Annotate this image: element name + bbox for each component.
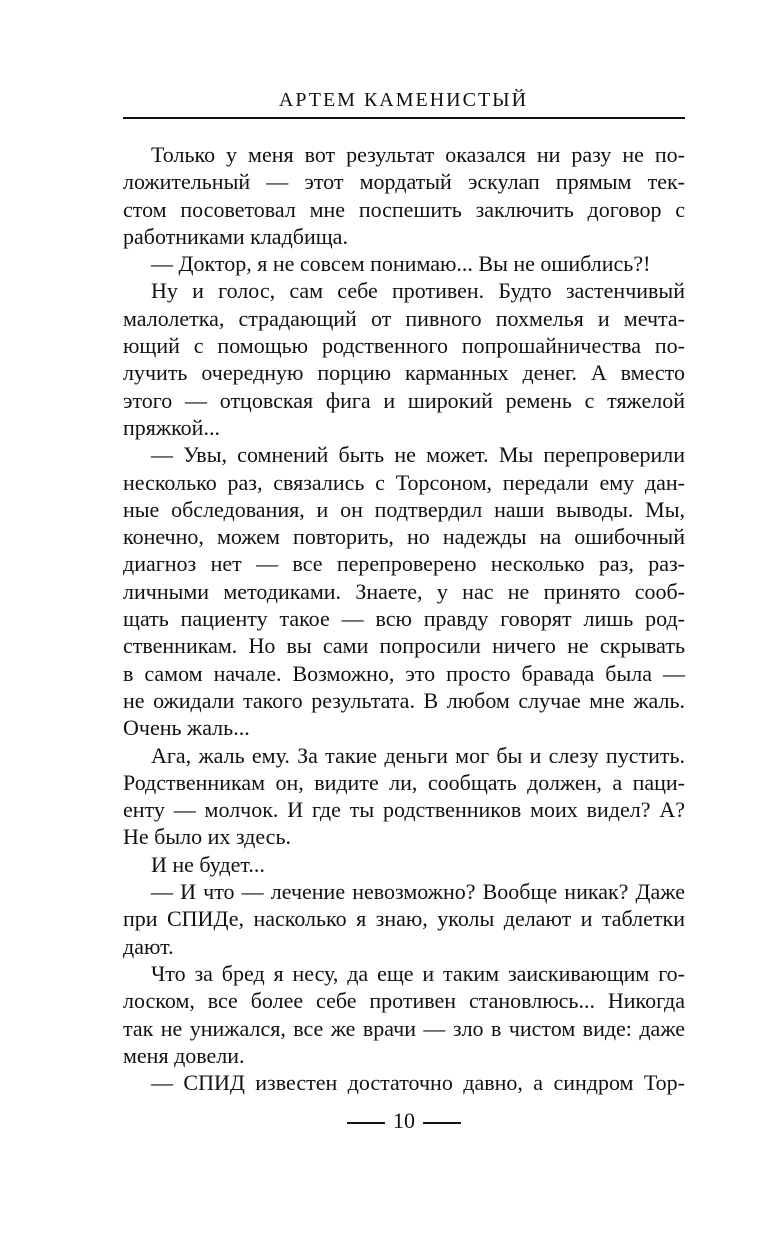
text-line: Только у меня вот результат оказался ни разу не по- [151, 142, 685, 167]
text-line: — Увы, сомнений быть не может. Мы перепроверили [151, 442, 685, 468]
folio-dash-right [423, 1122, 461, 1124]
body-text [123, 141, 685, 1096]
text-line: так не унижался, все же врачи — зло в чистом виде: даже [123, 1015, 685, 1041]
text-line: Родственникам он, видите ли, сообщать должен, а паци- [123, 769, 685, 795]
text-line: лучить очередную порцию карманных денег. А вместо [123, 360, 685, 386]
text-line: ющий с помощью родственного попрошайничества по- [123, 333, 685, 359]
text-line: малолетка, страдающий от пивного похмелья и мечта- [123, 305, 685, 331]
text-line: Ага, жаль ему. За такие деньги мог бы и слезу пустить. [151, 742, 685, 768]
text-line: ственникам. Но вы сами попросили ничего не скрывать [123, 633, 685, 659]
page-number: 10 [393, 1108, 415, 1133]
running-header: АРТЕМ КАМЕНИСТЫЙ [278, 89, 529, 111]
text-line: не ожидали такого результата. В любом случае мне жаль. [123, 687, 685, 713]
text-line: енту — молчок. И где ты родственников моих видел? А? [123, 797, 685, 823]
text-line: конечно, можем повторить, но надежды на ошибочный [123, 524, 685, 550]
text-line: ные обследования, и он подтвердил наши выводы. Мы, [123, 496, 685, 522]
text-line: — И что — лечение невозможно? Вообще никак? Даже [151, 879, 685, 905]
text-line: Не было их здесь. [123, 824, 291, 850]
text-line: диагноз нет — все перепроверено несколько раз, раз- [123, 551, 685, 577]
text-line: — Доктор, я не совсем понимаю... Вы не ошиблись?! [151, 251, 651, 277]
text-line: этого — отцовская фига и широкий ремень с тяжелой [123, 387, 685, 413]
text-line: Очень жаль... [123, 715, 250, 741]
text-line: И не будет... [151, 851, 265, 877]
page-footer [123, 1107, 685, 1135]
text-line: пряжкой... [123, 414, 220, 440]
text-line: несколько раз, связались с Торсоном, передали ему дан- [123, 469, 685, 495]
text-line: лоском, все более себе противен становлюсь... Никогда [123, 988, 685, 1014]
text-line: в самом начале. Возможно, это просто бравада была — [123, 660, 685, 686]
text-line: при СПИДе, насколько я знаю, уколы делают и таблетки [123, 906, 685, 932]
text-line: дают. [123, 933, 174, 959]
text-line: ложительный — этот мордатый эскулап прямым тек- [123, 169, 685, 195]
text-line: работниками кладбища. [123, 223, 348, 249]
text-line: личными методиками. Знаете, у нас не принято сооб- [123, 578, 685, 604]
header-rule [123, 117, 685, 119]
folio-dash-left [347, 1122, 385, 1124]
text-line: Что за бред я несу, да еще и таким заискивающим го- [151, 960, 685, 986]
text-line: щать пациенту такое — всю правду говорят лишь род- [123, 606, 685, 632]
text-line: меня довели. [123, 1042, 245, 1068]
text-line: стом посоветовал мне поспешить заключить договор с [123, 196, 685, 222]
text-line: Ну и голос, сам себе противен. Будто застенчивый [151, 278, 685, 304]
text-line: — СПИД известен достаточно давно, а синдром Тор- [151, 1070, 685, 1096]
